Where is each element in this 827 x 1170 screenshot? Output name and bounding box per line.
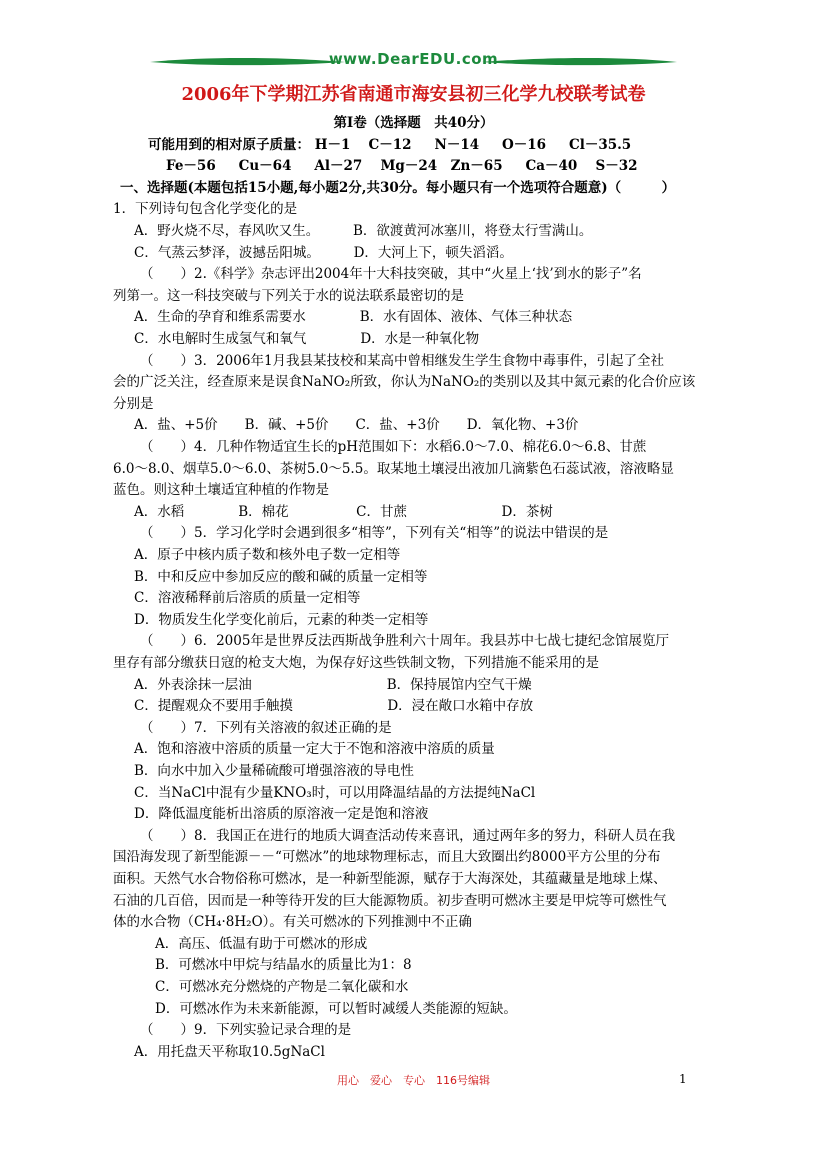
text-line: A．生命的孕育和维系需要水 B．水有固体、液体、气体三种状态 xyxy=(134,309,573,325)
text-line: C．可燃冰充分燃烧的产物是二氧化碳和水 xyxy=(155,979,409,995)
text-line: A．高压、低温有助于可燃冰的形成 xyxy=(155,936,368,952)
text-line: （ ）8．我国正在进行的地质大调查活动传来喜讯，通过两年多的努力，科研人员在我 xyxy=(140,828,676,844)
text-line: C．溶液稀释前后溶质的质量一定相等 xyxy=(134,590,361,606)
text-line: C．水电解时生成氢气和氧气 D．水是一种氧化物 xyxy=(134,331,480,347)
text-line: 6.0～8.0、烟草5.0～6.0、茶树5.0～5.5。取某地土壤浸出液加几滴紫色石蕊试液，溶液略显 xyxy=(113,461,674,477)
text-line: C．气蒸云梦泽，波撼岳阳城。 D．大河上下，顿失滔滔。 xyxy=(134,245,513,261)
text-line: A．用托盘天平称取10.5gNaCl xyxy=(134,1044,325,1060)
text-line: 列第一。这一科技突破与下列关于水的说法联系最密切的是 xyxy=(113,288,464,304)
text-line: C．提醒观众不要用手触摸 D．浸在敞口水箱中存放 xyxy=(134,698,534,714)
text-line: （ ）3．2006年1月我县某技校和某高中曾相继发生学生食物中毒事件，引起了全社 xyxy=(140,353,665,369)
text-line: D．物质发生化学变化前后，元素的种类一定相等 xyxy=(134,612,429,628)
text-line: 蓝色。则这种土壤适宜种植的作物是 xyxy=(113,482,329,498)
text-line: （ ）6．2005年是世界反法西斯战争胜利六十周年。我县苏中七战七捷纪念馆展览厅 xyxy=(140,633,669,649)
text-line: 石油的几百倍，因而是一种等待开发的巨大能源物质。初步查明可燃冰主要是甲烷等可燃性气 xyxy=(113,893,667,909)
text-line: 面积。天然气水合物俗称可燃冰，是一种新型能源，赋存于大海深处，其蕴藏量是地球上煤、 xyxy=(113,871,667,887)
text-line: A．野火烧不尽，春风吹又生。 B．欲渡黄河冰塞川，将登太行雪满山。 xyxy=(134,223,593,239)
text-line: B．向水中加入少量稀硫酸可增强溶液的导电性 xyxy=(134,763,414,779)
text-line: A．盐、+5价 B．碱、+5价 C．盐、+3价 D．氧化物、+3价 xyxy=(134,417,579,433)
text-line: （ ）5．学习化学时会遇到很多“相等”，下列有关“相等”的说法中错误的是 xyxy=(140,525,609,541)
text-line: （ ）9．下列实验记录合理的是 xyxy=(140,1022,352,1038)
text-line: 分别是 xyxy=(113,396,154,412)
text-line: A．水稻 B．棉花 C．甘蔗 D．茶树 xyxy=(134,504,553,520)
text-line: 体的水合物（CH₄·8H₂O）。有关可燃冰的下列推测中不正确 xyxy=(113,914,472,930)
text-line: （ ）2.《科学》杂志评出2004年十大科技突破，其中“火星上‘找’到水的影子”名 xyxy=(140,266,642,282)
brand-logo-text: www.DearEDU.com xyxy=(328,50,499,68)
text-line: Fe－56 Cu－64 Al－27 Mg－24 Zn－65 Ca－40 S－32 xyxy=(166,158,638,174)
text-line: A．外表涂抹一层油 B．保持展馆内空气干燥 xyxy=(134,677,532,693)
page-number: 1 xyxy=(679,1072,687,1086)
text-line: B．中和反应中参加反应的酸和碱的质量一定相等 xyxy=(134,569,428,585)
text-line: B．可燃冰中甲烷与结晶水的质量比为1：8 xyxy=(155,957,412,973)
text-line: 1．下列诗句包含化学变化的是 xyxy=(113,201,298,217)
text-line: A．原子中核内质子数和核外电子数一定相等 xyxy=(134,547,401,563)
text-line: 第Ⅰ卷（选择题 共40分） xyxy=(333,115,494,131)
text-line: 国沿海发现了新型能源－－“可燃冰”的地球物理标志，而且大致圈出约8000平方公里的分布 xyxy=(113,849,661,865)
text-line: （ ）4．几种作物适宜生长的pH范围如下：水稻6.0～7.0、棉花6.0～6.8、甘蔗 xyxy=(140,439,647,455)
text-line: D．降低温度能析出溶质的原溶液一定是饱和溶液 xyxy=(134,806,429,822)
footer-slogan: 用心 爱心 专心 116号编辑 xyxy=(337,1074,490,1087)
text-line: 可能用到的相对原子质量： H－1 C－12 N－14 O－16 Cl－35.5 xyxy=(148,137,632,153)
text-line: 一、选择题(本题包括15小题,每小题2分,共30分。每小题只有一个选项符合题意)（ ） xyxy=(120,180,676,196)
text-line: （ ）7．下列有关溶液的叙述正确的是 xyxy=(140,720,392,736)
text-line: C．当NaCl中混有少量KNO₃时，可以用降温结晶的方法提纯NaCl xyxy=(134,785,536,801)
text-line: 里存有部分缴获日寇的枪支大炮，为保存好这些铁制文物，下列措施不能采用的是 xyxy=(113,655,599,671)
text-line: A．饱和溶液中溶质的质量一定大于不饱和溶液中溶质的质量 xyxy=(134,741,495,757)
text-line: 会的广泛关注，经查原来是误食NaNO₂所致，你认为NaNO₂的类别以及其中氮元素的化合价应该 xyxy=(113,374,696,390)
text-line: D．可燃冰作为未来新能源，可以暂时减缓人类能源的短缺。 xyxy=(155,1001,517,1017)
page-title: 2006年下学期江苏省南通市海安县初三化学九校联考试卷 xyxy=(181,84,646,105)
